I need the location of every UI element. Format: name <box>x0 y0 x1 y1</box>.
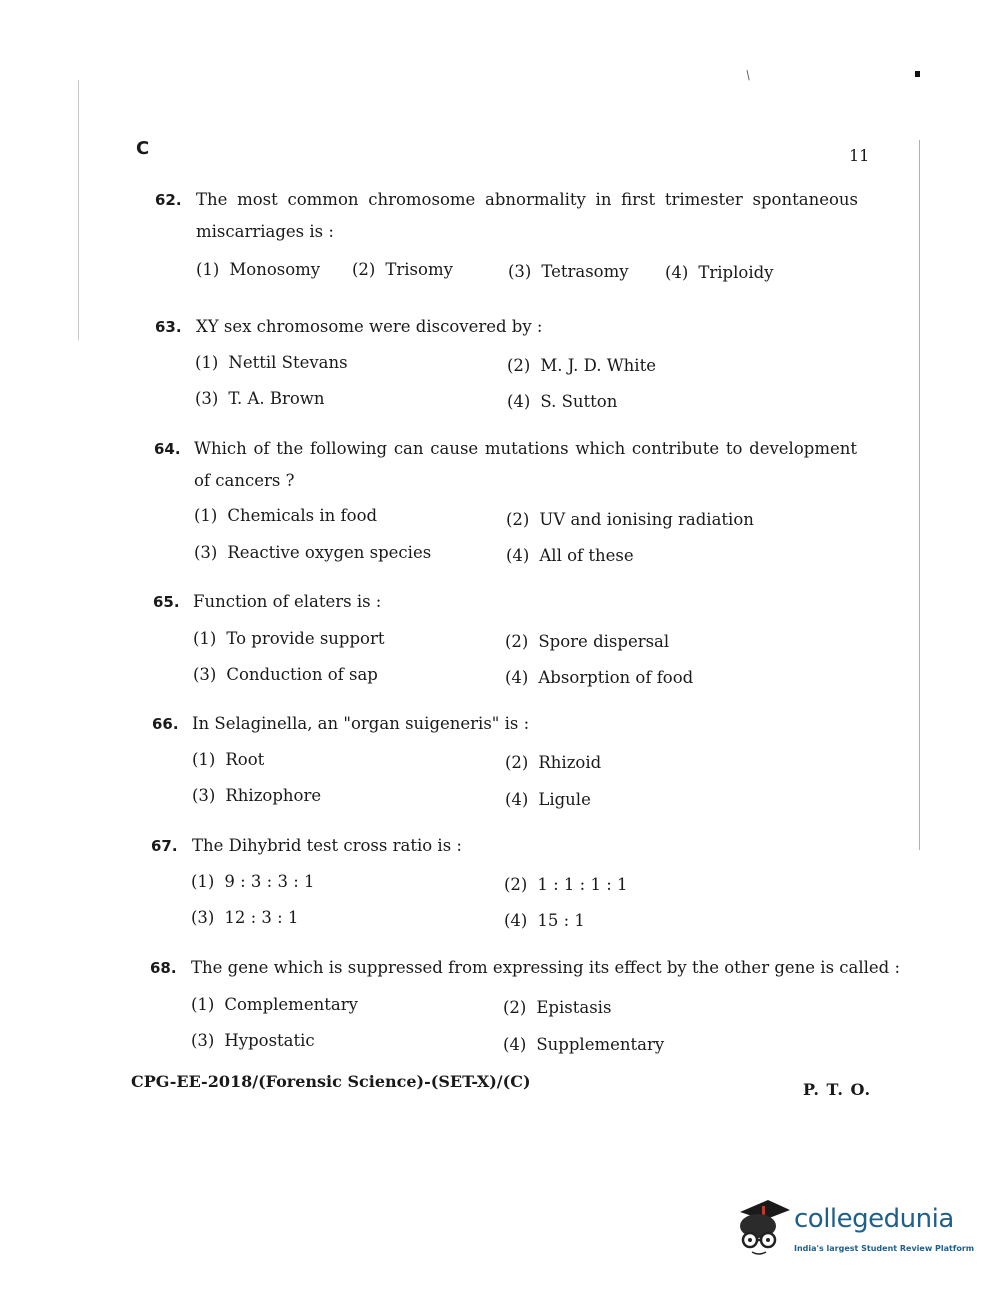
option-text: Spore dispersal <box>538 632 670 651</box>
option-text: Complementary <box>224 995 358 1014</box>
option-4 <box>506 540 634 572</box>
option-number: (1) <box>195 353 219 372</box>
scan-edge-line <box>78 80 79 340</box>
option-text: 9 : 3 : 3 : 1 <box>224 872 315 891</box>
option-3 <box>194 537 431 569</box>
option-text: UV and ionising radiation <box>539 510 754 529</box>
option-number: (1) <box>191 872 215 891</box>
option-3 <box>192 780 321 812</box>
option-3 <box>193 659 378 691</box>
option-3 <box>191 902 298 934</box>
question-number: 63. <box>155 318 182 336</box>
option-1 <box>191 866 315 898</box>
option-text: Trisomy <box>385 260 453 279</box>
option-text: Monosomy <box>229 260 321 279</box>
option-number: (3) <box>191 908 215 927</box>
question-text: XY sex chromosome were discovered by : <box>196 317 543 336</box>
option-text: To provide support <box>226 629 385 648</box>
option-number: (3) <box>191 1031 215 1050</box>
option-text: Conduction of sap <box>226 665 378 684</box>
question-text: Which of the following can cause mutations which contribute to development of cancers ? <box>194 439 857 490</box>
question-number: 68. <box>150 959 177 977</box>
option-text: Rhizoid <box>538 753 602 772</box>
option-number: (4) <box>504 911 528 930</box>
option-4 <box>505 662 693 694</box>
option-number: (1) <box>193 629 217 648</box>
question-number: 67. <box>151 837 178 855</box>
option-number: (4) <box>507 392 531 411</box>
option-text: T. A. Brown <box>228 389 325 408</box>
option-2 <box>503 992 611 1024</box>
option-3 <box>195 383 325 415</box>
option-number: (1) <box>192 750 216 769</box>
option-number: (3) <box>192 786 216 805</box>
option-number: (4) <box>505 668 529 687</box>
option-1 <box>193 623 385 655</box>
question-text: The most common chromosome abnormality in first trimester spontaneous miscarriages is : <box>196 190 858 241</box>
option-text: Nettil Stevans <box>228 353 348 372</box>
question-text: The gene which is suppressed from expressing its effect by the other gene is called : <box>191 958 901 977</box>
option-number: (3) <box>195 389 219 408</box>
option-number: (2) <box>505 632 529 651</box>
option-number: (2) <box>505 753 529 772</box>
question-text: The Dihybrid test cross ratio is : <box>192 836 462 855</box>
option-number: (4) <box>505 790 529 809</box>
option-text: Ligule <box>538 790 591 809</box>
option-number: (1) <box>196 260 220 279</box>
option-text: Absorption of food <box>538 668 694 687</box>
option-number: (4) <box>665 263 689 282</box>
option-3 <box>191 1025 315 1057</box>
pen-tick-mark: / <box>742 67 754 83</box>
scan-edge-line <box>919 140 920 850</box>
option-number: (2) <box>503 998 527 1017</box>
collegedunia-logo <box>734 1196 975 1258</box>
please-turn-over: P. T. O. <box>803 1080 872 1099</box>
set-letter: C <box>136 138 150 159</box>
option-2 <box>505 626 669 658</box>
option-text: 12 : 3 : 1 <box>224 908 299 927</box>
option-number: (2) <box>504 875 528 894</box>
question-text: Function of elaters is : <box>193 592 382 611</box>
option-text: M. J. D. White <box>540 356 656 375</box>
option-text: Chemicals in food <box>227 506 378 525</box>
option-4 <box>507 386 617 418</box>
option-1 <box>194 500 377 532</box>
question-number: 66. <box>152 715 179 733</box>
option-text: All of these <box>539 546 634 565</box>
option-number: (3) <box>193 665 217 684</box>
option-number: (4) <box>506 546 530 565</box>
option-1 <box>196 254 320 286</box>
option-number: (3) <box>194 543 218 562</box>
option-2 <box>506 504 754 536</box>
option-number: (2) <box>506 510 530 529</box>
option-number: (1) <box>191 995 215 1014</box>
option-2 <box>505 747 601 779</box>
option-4 <box>503 1029 664 1061</box>
mascot-icon <box>734 1196 792 1258</box>
question-number: 62. <box>155 191 182 209</box>
option-2 <box>507 350 656 382</box>
brand-tagline: India's largest Student Review Platform <box>794 1244 975 1253</box>
option-text: Rhizophore <box>225 786 322 805</box>
option-number: (4) <box>503 1035 527 1054</box>
option-text: Tetrasomy <box>541 262 629 281</box>
question-number: 65. <box>153 593 180 611</box>
option-4 <box>505 784 591 816</box>
option-2 <box>352 254 453 286</box>
option-4 <box>504 905 585 937</box>
option-text: Supplementary <box>536 1035 665 1054</box>
option-text: Triploidy <box>698 263 774 282</box>
option-1 <box>195 347 348 379</box>
option-2 <box>504 869 628 901</box>
brand-name: collegedunia <box>794 1204 954 1234</box>
option-number: (2) <box>352 260 376 279</box>
registration-mark <box>915 71 920 77</box>
option-number: (1) <box>194 506 218 525</box>
option-3 <box>508 256 629 288</box>
option-text: Root <box>225 750 265 769</box>
question-number: 64. <box>154 440 181 458</box>
option-number: (2) <box>507 356 531 375</box>
option-text: Hypostatic <box>224 1031 315 1050</box>
page-number: 11 <box>849 146 870 165</box>
option-text: 1 : 1 : 1 : 1 <box>537 875 628 894</box>
option-text: Epistasis <box>536 998 612 1017</box>
paper-code: CPG-EE-2018/(Forensic Science)-(SET-X)/(C) <box>131 1072 531 1091</box>
option-text: S. Sutton <box>540 392 618 411</box>
option-text: 15 : 1 <box>537 911 585 930</box>
option-text: Reactive oxygen species <box>227 543 432 562</box>
option-1 <box>192 744 264 776</box>
option-1 <box>191 989 358 1021</box>
option-4 <box>665 257 773 289</box>
question-text: In Selaginella, an "organ suigeneris" is : <box>192 714 530 733</box>
option-number: (3) <box>508 262 532 281</box>
